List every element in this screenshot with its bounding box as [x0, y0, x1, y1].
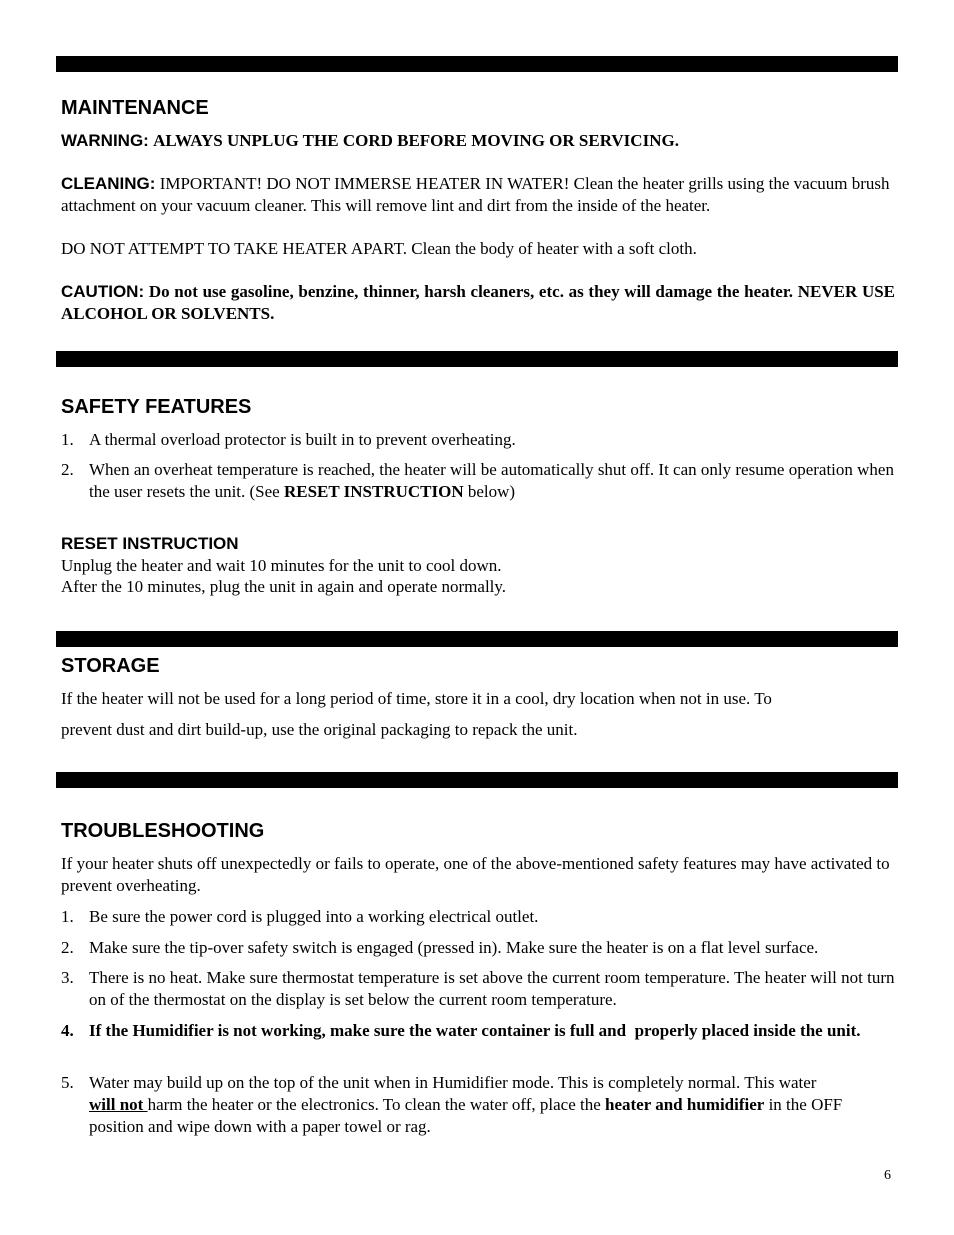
cleaning-paragraph: [61, 173, 895, 217]
list-item-number: 1.: [61, 430, 74, 449]
list-item-number: 3.: [61, 968, 74, 987]
list-item-text-part: Water may build up on the top of the unit when in Humidifier mode. This is completely normal. This water: [89, 1073, 817, 1092]
storage-text-line: prevent dust and dirt build-up, use the original packaging to repack the unit.: [61, 720, 578, 739]
list-item-number: 2.: [61, 938, 74, 957]
warning-paragraph: [61, 130, 895, 152]
maintenance-body-text: DO NOT ATTEMPT TO TAKE HEATER APART. Clean the body of heater with a soft cloth.: [61, 239, 697, 258]
list-item: [61, 967, 895, 1011]
list-item-text: There is no heat. Make sure thermostat temperature is set above the current room temperature. The heater will not turn on of the thermostat on the display is set below the current room temperature.: [89, 968, 895, 1009]
list-item-text-part: harm the heater or the electronics. To clean the water off, place the: [147, 1095, 606, 1114]
troubleshooting-intro: If your heater shuts off unexpectedly or fails to operate, one of the above-mentioned safety features may have activated to prevent overheating.: [61, 854, 890, 895]
list-item-number: 2.: [61, 460, 74, 479]
warning-label: WARNING:: [61, 131, 149, 150]
reset-instruction-line: After the 10 minutes, plug the unit in again and operate normally.: [61, 577, 507, 596]
caution-paragraph: [61, 281, 895, 325]
heater-humidifier-emphasis: heater and humidifier: [605, 1095, 765, 1114]
list-item: [61, 906, 895, 928]
section-divider-bar: [56, 351, 898, 367]
cleaning-label: CLEANING:: [61, 174, 156, 193]
storage-heading: STORAGE: [61, 655, 160, 677]
maintenance-heading: MAINTENANCE: [61, 97, 209, 119]
list-item: [61, 1072, 895, 1138]
page-number: 6: [884, 1168, 891, 1183]
list-item-number: 1.: [61, 907, 74, 926]
list-item-text: Make sure the tip-over safety switch is engaged (pressed in). Make sure the heater is on a flat level surface.: [89, 938, 819, 957]
list-item-text: A thermal overload protector is built in to prevent overheating.: [89, 430, 516, 449]
list-item: [61, 1020, 895, 1042]
reset-instruction-heading: RESET INSTRUCTION: [61, 534, 239, 553]
caution-text: Do not use gasoline, benzine, thinner, harsh cleaners, etc. as they will damage the heater. NEVER USE ALCOHOL OR SOLVENTS.: [61, 282, 896, 323]
list-item: [61, 937, 895, 959]
list-item-text: If the Humidifier is not working, make sure the water container is full and properly placed inside the unit.: [89, 1021, 861, 1040]
list-item-text-part: When an overheat temperature is reached, the heater will be automatically shut off. It can only resume operation when the user resets the unit. (See: [89, 460, 894, 501]
list-item-text: Be sure the power cord is plugged into a working electrical outlet.: [89, 907, 539, 926]
safety-features-heading: SAFETY FEATURES: [61, 396, 252, 418]
section-divider-bar: [56, 56, 898, 72]
warning-text: ALWAYS UNPLUG THE CORD BEFORE MOVING OR SERVICING.: [153, 131, 679, 150]
list-item-number: 5.: [61, 1073, 74, 1092]
list-item: [61, 429, 895, 451]
section-divider-bar: [56, 631, 898, 647]
cleaning-text: IMPORTANT! DO NOT IMMERSE HEATER IN WATER! Clean the heater grills using the vacuum brush attachment on your vacuum cleaner. This will remove lint and dirt from the inside of the heater.: [61, 174, 890, 215]
list-item-text: [89, 1072, 895, 1138]
list-item-text-part: below): [463, 482, 516, 501]
troubleshooting-heading: TROUBLESHOOTING: [61, 820, 265, 842]
will-not-emphasis: will not: [89, 1095, 148, 1114]
list-item-number: 4.: [61, 1021, 74, 1040]
caution-label: CAUTION:: [61, 282, 145, 301]
list-item: [61, 459, 895, 503]
list-item-text-part: in the OFF position and wipe down with a paper towel or rag.: [89, 1095, 843, 1136]
storage-text-line: If the heater will not be used for a long period of time, store it in a cool, dry location when not in use. To: [61, 689, 772, 708]
list-item-text: [89, 459, 895, 503]
section-divider-bar: [56, 772, 898, 788]
reset-instruction-reference: RESET INSTRUCTION: [283, 482, 464, 501]
reset-instruction-line: Unplug the heater and wait 10 minutes for the unit to cool down.: [61, 556, 502, 575]
